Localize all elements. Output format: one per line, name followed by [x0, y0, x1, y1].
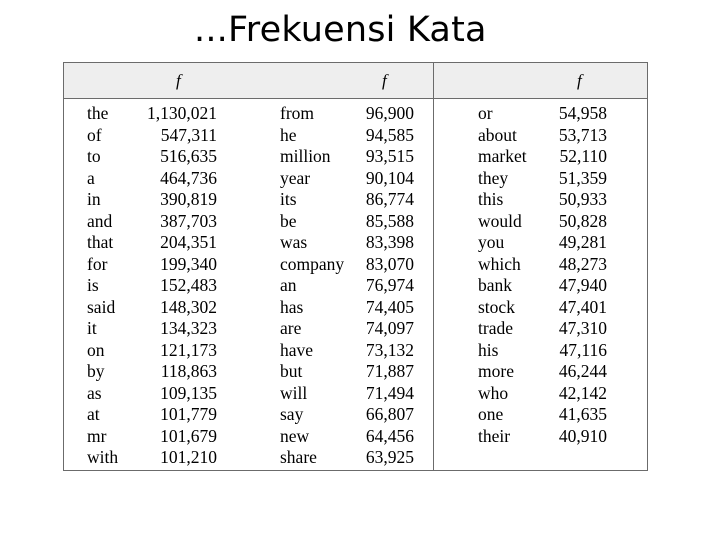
- table-row: [87, 254, 217, 276]
- frequency-cell: 66,807: [365, 404, 414, 424]
- word-cell: company: [280, 253, 345, 274]
- word-cell: and: [87, 210, 113, 231]
- frequency-cell: 74,405: [365, 296, 414, 317]
- table-row: [478, 103, 607, 125]
- word-cell: its: [280, 189, 297, 209]
- word-cell: bank: [478, 275, 513, 295]
- word-cell: that: [87, 232, 114, 252]
- table-row: [478, 383, 607, 405]
- table-row: [280, 447, 414, 469]
- table-row: [87, 103, 217, 125]
- frequency-cell: 387,703: [160, 210, 217, 231]
- table-row: [87, 168, 217, 190]
- table-row: [87, 318, 217, 340]
- freq-header-1: f: [176, 71, 181, 90]
- word-cell: a: [87, 167, 95, 188]
- frequency-cell: 76,974: [365, 275, 414, 295]
- word-cell: they: [478, 167, 509, 188]
- frequency-cell: 101,679: [160, 425, 217, 446]
- word-cell: he: [280, 124, 297, 145]
- word-cell: more: [478, 361, 514, 381]
- table-row: [478, 232, 607, 254]
- table-row: [87, 404, 217, 426]
- frequency-cell: 93,515: [365, 146, 414, 166]
- word-cell: say: [280, 404, 304, 424]
- frequency-cell: 47,401: [558, 296, 607, 317]
- table-row: [87, 426, 217, 448]
- frequency-cell: 47,310: [558, 318, 607, 338]
- frequency-cell: 49,281: [558, 232, 607, 252]
- table-row: [87, 340, 217, 362]
- table-row: [478, 275, 607, 297]
- frequency-cell: 71,494: [365, 382, 414, 403]
- frequency-cell: 118,863: [160, 361, 217, 381]
- frequency-cell: 199,340: [160, 253, 217, 274]
- frequency-cell: 50,828: [558, 210, 607, 231]
- word-cell: the: [87, 103, 109, 123]
- table-row: [280, 361, 414, 383]
- word-cell: to: [87, 146, 101, 166]
- frequency-cell: 63,925: [365, 447, 414, 467]
- table-row: [87, 146, 217, 168]
- word-cell: about: [478, 124, 517, 145]
- word-column-2: [280, 103, 414, 469]
- frequency-cell: 148,302: [160, 296, 217, 317]
- table-row: [280, 404, 414, 426]
- word-cell: are: [280, 318, 302, 338]
- word-cell: or: [478, 103, 493, 123]
- word-cell: it: [87, 318, 97, 338]
- frequency-cell: 64,456: [365, 425, 414, 446]
- slide-title: ...Frekuensi Kata: [194, 10, 487, 50]
- table-row: [478, 297, 607, 319]
- word-cell: share: [280, 447, 317, 467]
- table-row: [280, 189, 414, 211]
- table-row: [478, 318, 607, 340]
- table-header-row: [64, 63, 647, 99]
- word-cell: on: [87, 339, 105, 360]
- table-row: [478, 146, 607, 168]
- table-row: [87, 275, 217, 297]
- table-row: [478, 404, 607, 426]
- word-column-3: [478, 103, 607, 447]
- word-cell: but: [280, 361, 303, 381]
- frequency-cell: 52,110: [559, 146, 607, 166]
- table-row: [87, 447, 217, 469]
- table-row: [280, 211, 414, 233]
- table-row: [87, 232, 217, 254]
- word-cell: for: [87, 253, 108, 274]
- table-row: [280, 426, 414, 448]
- word-cell: as: [87, 382, 102, 403]
- table-row: [280, 340, 414, 362]
- frequency-cell: 53,713: [558, 124, 607, 145]
- frequency-cell: 50,933: [558, 189, 607, 209]
- word-cell: their: [478, 425, 511, 446]
- word-cell: year: [280, 167, 311, 188]
- table-row: [478, 361, 607, 383]
- frequency-cell: 71,887: [365, 361, 414, 381]
- frequency-cell: 152,483: [160, 275, 217, 295]
- table-row: [478, 426, 607, 448]
- word-cell: market: [478, 146, 527, 166]
- frequency-cell: 96,900: [365, 103, 414, 123]
- table-row: [87, 361, 217, 383]
- frequency-cell: 516,635: [160, 146, 217, 166]
- table-row: [478, 211, 607, 233]
- table-row: [478, 340, 607, 362]
- table-row: [87, 383, 217, 405]
- table-row: [87, 189, 217, 211]
- word-cell: this: [478, 189, 504, 209]
- frequency-cell: 86,774: [365, 189, 414, 209]
- frequency-cell: 134,323: [160, 318, 217, 338]
- frequency-cell: 101,779: [160, 404, 217, 424]
- word-cell: which: [478, 253, 521, 274]
- frequency-cell: 1,130,021: [147, 103, 217, 123]
- frequency-cell: 47,116: [559, 339, 607, 360]
- word-cell: million: [280, 146, 331, 166]
- table-row: [280, 146, 414, 168]
- word-cell: his: [478, 339, 499, 360]
- frequency-cell: 83,398: [365, 232, 414, 252]
- word-cell: from: [280, 103, 315, 123]
- table-row: [280, 275, 414, 297]
- frequency-cell: 390,819: [160, 189, 217, 209]
- table-row: [87, 211, 217, 233]
- word-cell: have: [280, 339, 314, 360]
- frequency-cell: 74,097: [365, 318, 414, 338]
- table-row: [280, 103, 414, 125]
- frequency-cell: 54,958: [558, 103, 607, 123]
- word-cell: trade: [478, 318, 513, 338]
- frequency-cell: 41,635: [558, 404, 607, 424]
- freq-header-2: f: [382, 71, 387, 90]
- frequency-cell: 46,244: [558, 361, 607, 381]
- word-cell: has: [280, 296, 304, 317]
- freq-header-3: f: [577, 71, 582, 90]
- word-cell: by: [87, 361, 105, 381]
- word-cell: stock: [478, 296, 515, 317]
- word-cell: an: [280, 275, 297, 295]
- table-row: [87, 125, 217, 147]
- word-cell: of: [87, 124, 102, 145]
- frequency-cell: 121,173: [160, 339, 217, 360]
- word-column-1: [87, 103, 217, 469]
- table-row: [478, 254, 607, 276]
- table-row: [280, 383, 414, 405]
- frequency-cell: 47,940: [558, 275, 607, 295]
- word-cell: you: [478, 232, 505, 252]
- table-row: [478, 189, 607, 211]
- word-cell: mr: [87, 425, 107, 446]
- table-row: [478, 125, 607, 147]
- word-cell: who: [478, 382, 509, 403]
- table-row: [280, 232, 414, 254]
- word-cell: new: [280, 425, 310, 446]
- frequency-cell: 204,351: [160, 232, 217, 252]
- column-divider: [433, 63, 434, 470]
- word-cell: is: [87, 275, 99, 295]
- frequency-cell: 40,910: [558, 425, 607, 446]
- word-cell: one: [478, 404, 504, 424]
- frequency-cell: 42,142: [558, 382, 607, 403]
- frequency-cell: 90,104: [365, 167, 414, 188]
- word-cell: will: [280, 382, 308, 403]
- frequency-cell: 464,736: [160, 167, 217, 188]
- word-cell: would: [478, 210, 522, 231]
- frequency-cell: 109,135: [160, 382, 217, 403]
- frequency-cell: 94,585: [365, 124, 414, 145]
- word-frequency-table: [63, 62, 648, 471]
- table-row: [478, 168, 607, 190]
- frequency-cell: 101,210: [160, 447, 217, 467]
- frequency-cell: 51,359: [558, 167, 607, 188]
- frequency-cell: 85,588: [365, 210, 414, 231]
- word-cell: at: [87, 404, 100, 424]
- table-row: [280, 254, 414, 276]
- table-row: [280, 125, 414, 147]
- table-row: [87, 297, 217, 319]
- table-row: [280, 168, 414, 190]
- frequency-cell: 83,070: [365, 253, 414, 274]
- word-cell: with: [87, 447, 119, 467]
- frequency-cell: 73,132: [365, 339, 414, 360]
- frequency-cell: 48,273: [558, 253, 607, 274]
- word-cell: be: [280, 210, 297, 231]
- word-cell: said: [87, 296, 116, 317]
- table-row: [280, 297, 414, 319]
- word-cell: was: [280, 232, 308, 252]
- table-row: [280, 318, 414, 340]
- word-cell: in: [87, 189, 101, 209]
- frequency-cell: 547,311: [160, 124, 217, 145]
